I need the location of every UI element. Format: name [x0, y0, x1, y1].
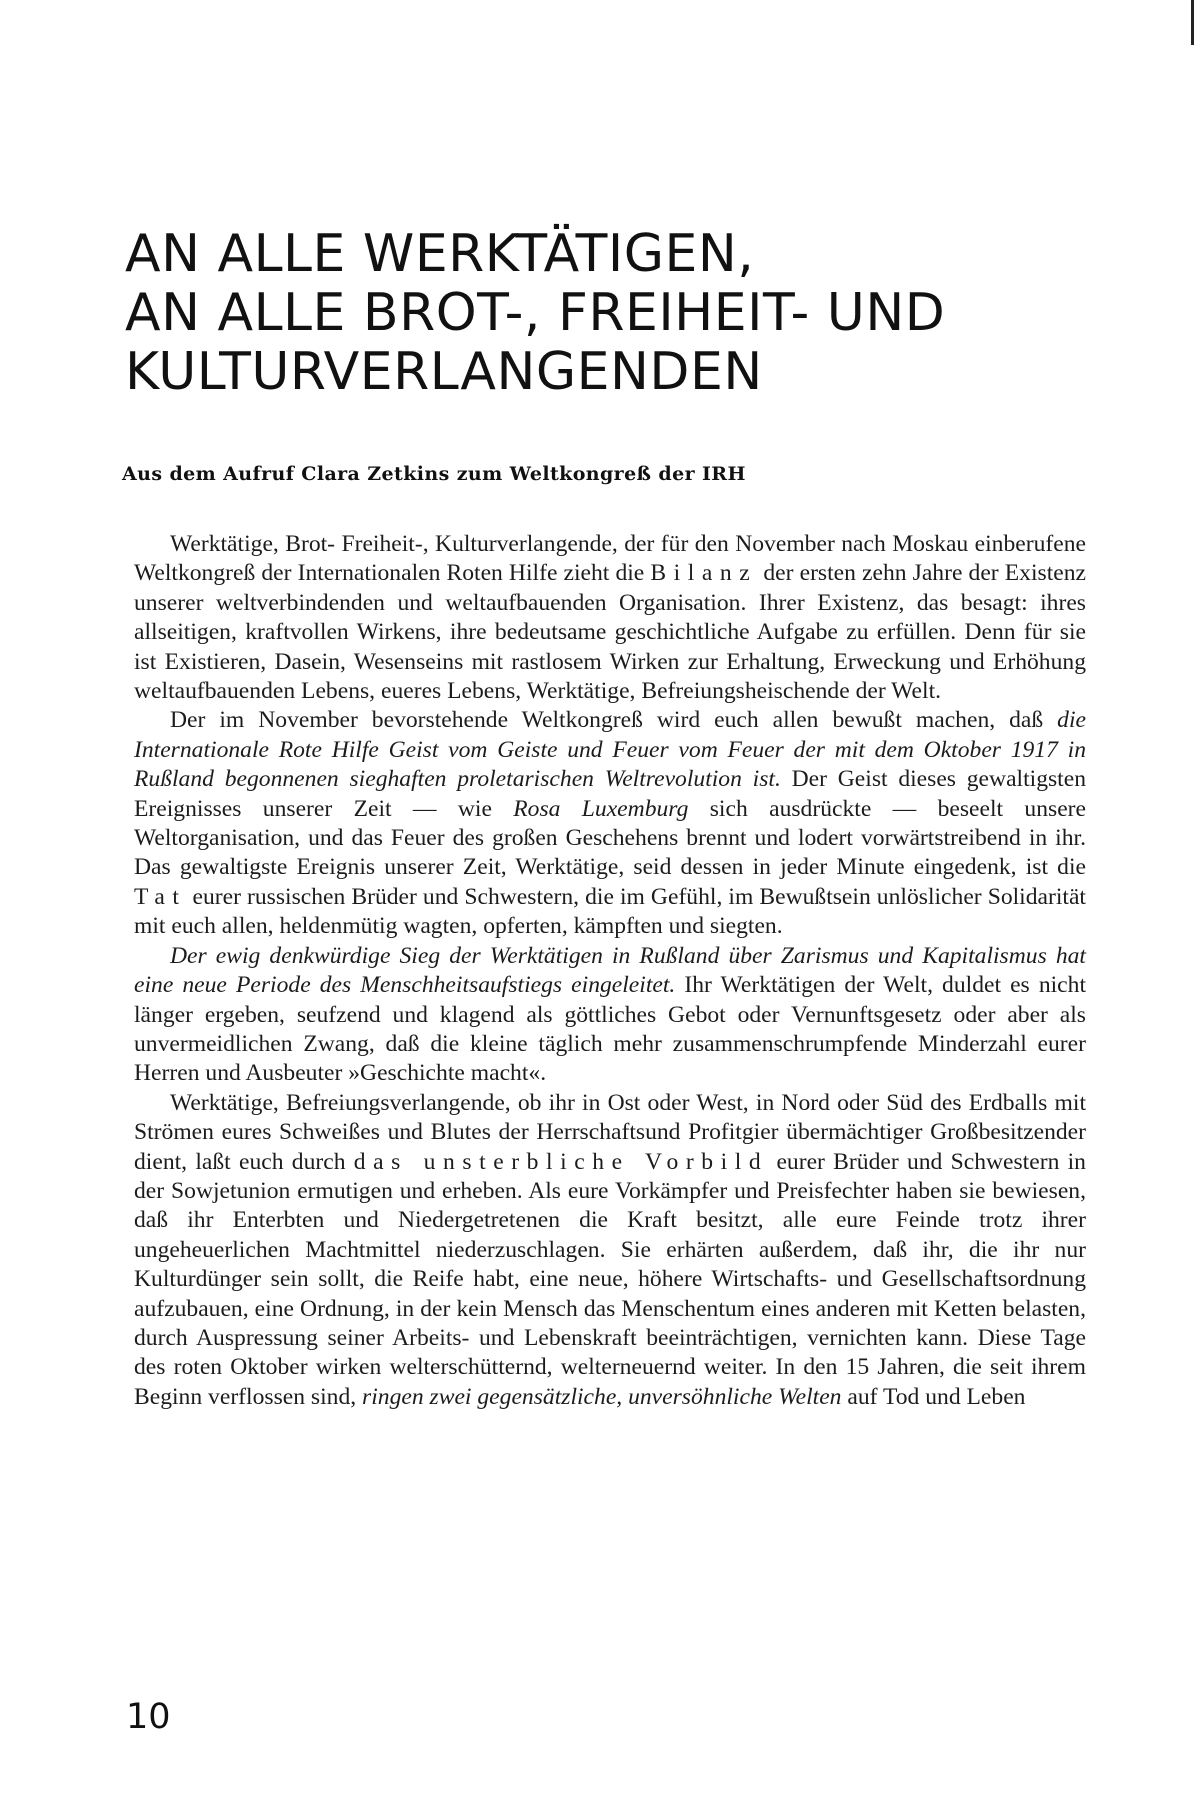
- paragraph-4-text-a: Werktätige, Befreiungsverlangende, ob ihr in Ost oder West, in Nord oder Süd des Erdballs mit Strömen eures Schweißes und Blutes der Herrschaftsund Profitgier übermächtiger Großbesitzender dient, laßt euch durch: [134, 1089, 1086, 1175]
- paragraph-1-text-c: der ersten zehn Jahre der Existenz unserer weltverbindenden und weltaufbauenden Organisation. Ihrer Existenz, das besagt: ihres allseitigen, kraftvollen Wirkens, ihre bedeutsame geschichtliche Aufgabe zu erfüllen. Denn für sie ist Existieren, Dasein, Wesenseins mit rastlosem Wirken zur Erhaltung, Erweckung und Erhöhung weltaufbauenden Lebens, eueres Lebens, Werktätige, Befreiungsheischende der Welt.: [134, 560, 1086, 705]
- page-title: [125, 225, 1085, 402]
- paragraph-1: [134, 530, 1086, 706]
- paragraph-4-italic-d: ringen zwei gegensätzliche, unversöhnliche Welten: [362, 1383, 842, 1410]
- paragraph-4-spaced-vorbild: das unsterbliche Vorbild: [353, 1148, 769, 1175]
- paragraph-1-spaced-bilanz: Bilanz: [650, 560, 758, 587]
- paragraph-2-italic-b: die Internationale Rote Hilfe Geist vom Geiste und Feuer vom Feuer der mit dem Oktober 1917 in Rußland begonnenen sieghaften proletarischen Weltrevolution ist.: [134, 707, 1086, 793]
- paragraph-2-text-e: sich ausdrückte — beseelt unsere Weltorganisation, und das Feuer des großen Geschehens brennt und lodert vorwärtstreibend in ihr. Das gewaltigste Ereignis unserer Zeit, Werktätige, seid dessen in jeder Minute eingedenk, ist die: [134, 795, 1086, 881]
- paragraph-2-text-g: eurer russischen Brüder und Schwestern, die im Gefühl, im Bewußtsein unlöslicher Solidarität mit euch allen, heldenmütig wagten, opferten, kämpften und siegten.: [134, 883, 1086, 940]
- title-line-2: AN ALLE BROT-, FREIHEIT- UND: [125, 283, 946, 343]
- paragraph-2-text-a: Der im November bevorstehende Weltkongreß wird euch allen bewußt machen, daß: [170, 707, 1058, 734]
- paragraph-2-text-c: Der Geist dieses gewaltigsten Ereignisses unserer Zeit — wie: [134, 766, 1087, 822]
- page-number: 10: [126, 1697, 171, 1737]
- subtitle: Aus dem Aufruf Clara Zetkins zum Weltkongreß der IRH: [122, 463, 746, 485]
- scan-edge-mark: [1191, 0, 1194, 45]
- paragraph-1-text-a: Werktätige, Brot- Freiheit-, Kulturverlangende, der für den November nach Moskau einberufene Weltkongreß der Internationalen Roten Hilfe zieht die: [134, 531, 1086, 587]
- paragraph-4-text-c: eurer Brüder und Schwestern in der Sowjetunion ermutigen und erheben. Als eure Vorkämpfer und Preisfechter haben sie bewiesen, daß ihr Enterbten und Niedergetretenen die Kraft besitzt, alle eure Feinde trotz ihrer ungeheuerlichen Machtmittel niederzuschlagen. Sie erhärten außerdem, daß ihr, die ihr nur Kulturdünger sein sollt, die Reife habt, eine neue, höhere Wirtschafts- und Gesellschaftsordnung aufzubauen, eine Ordnung, in der kein Mensch das Menschentum eines anderen mit Ketten belasten, durch Auspressung seiner Arbeits- und Lebenskraft beeinträchtigen, vernichten kann. Diese Tage des roten Oktober wirken welterschütternd, welterneuernd weiter. In den 15 Jahren, die seit ihrem Beginn verflossen sind,: [134, 1148, 1086, 1410]
- title-line-3: KULTURVERLANGENDEN: [125, 342, 763, 402]
- paragraph-2: [134, 706, 1086, 941]
- body-text: [134, 530, 1086, 1412]
- paragraph-2-italic-rosa-luxemburg: Rosa Luxemburg: [513, 795, 689, 822]
- paragraph-2-spaced-tat: Tat: [134, 883, 187, 910]
- paragraph-4: [134, 1089, 1086, 1412]
- paragraph-3-text-b: Ihr Werktätigen der Welt, duldet es nicht länger ergeben, seufzend und klagend als göttliches Gebot oder Vernunftsgesetz oder aber als unvermeidlichen Zwang, daß die kleine täglich mehr zusammenschrumpfende Minderzahl eurer Herren und Ausbeuter »Geschichte macht«.: [134, 972, 1086, 1087]
- paragraph-3-italic-a: Der ewig denkwürdige Sieg der Werktätigen in Rußland über Zarismus und Kapitalismus hat eine neue Periode des Menschheitsaufstiegs eingeleitet.: [134, 942, 1086, 999]
- paragraph-4-text-e: auf Tod und Leben: [841, 1383, 1026, 1410]
- title-line-1: AN ALLE WERKTÄTIGEN,: [125, 224, 755, 284]
- paragraph-3: [134, 942, 1086, 1089]
